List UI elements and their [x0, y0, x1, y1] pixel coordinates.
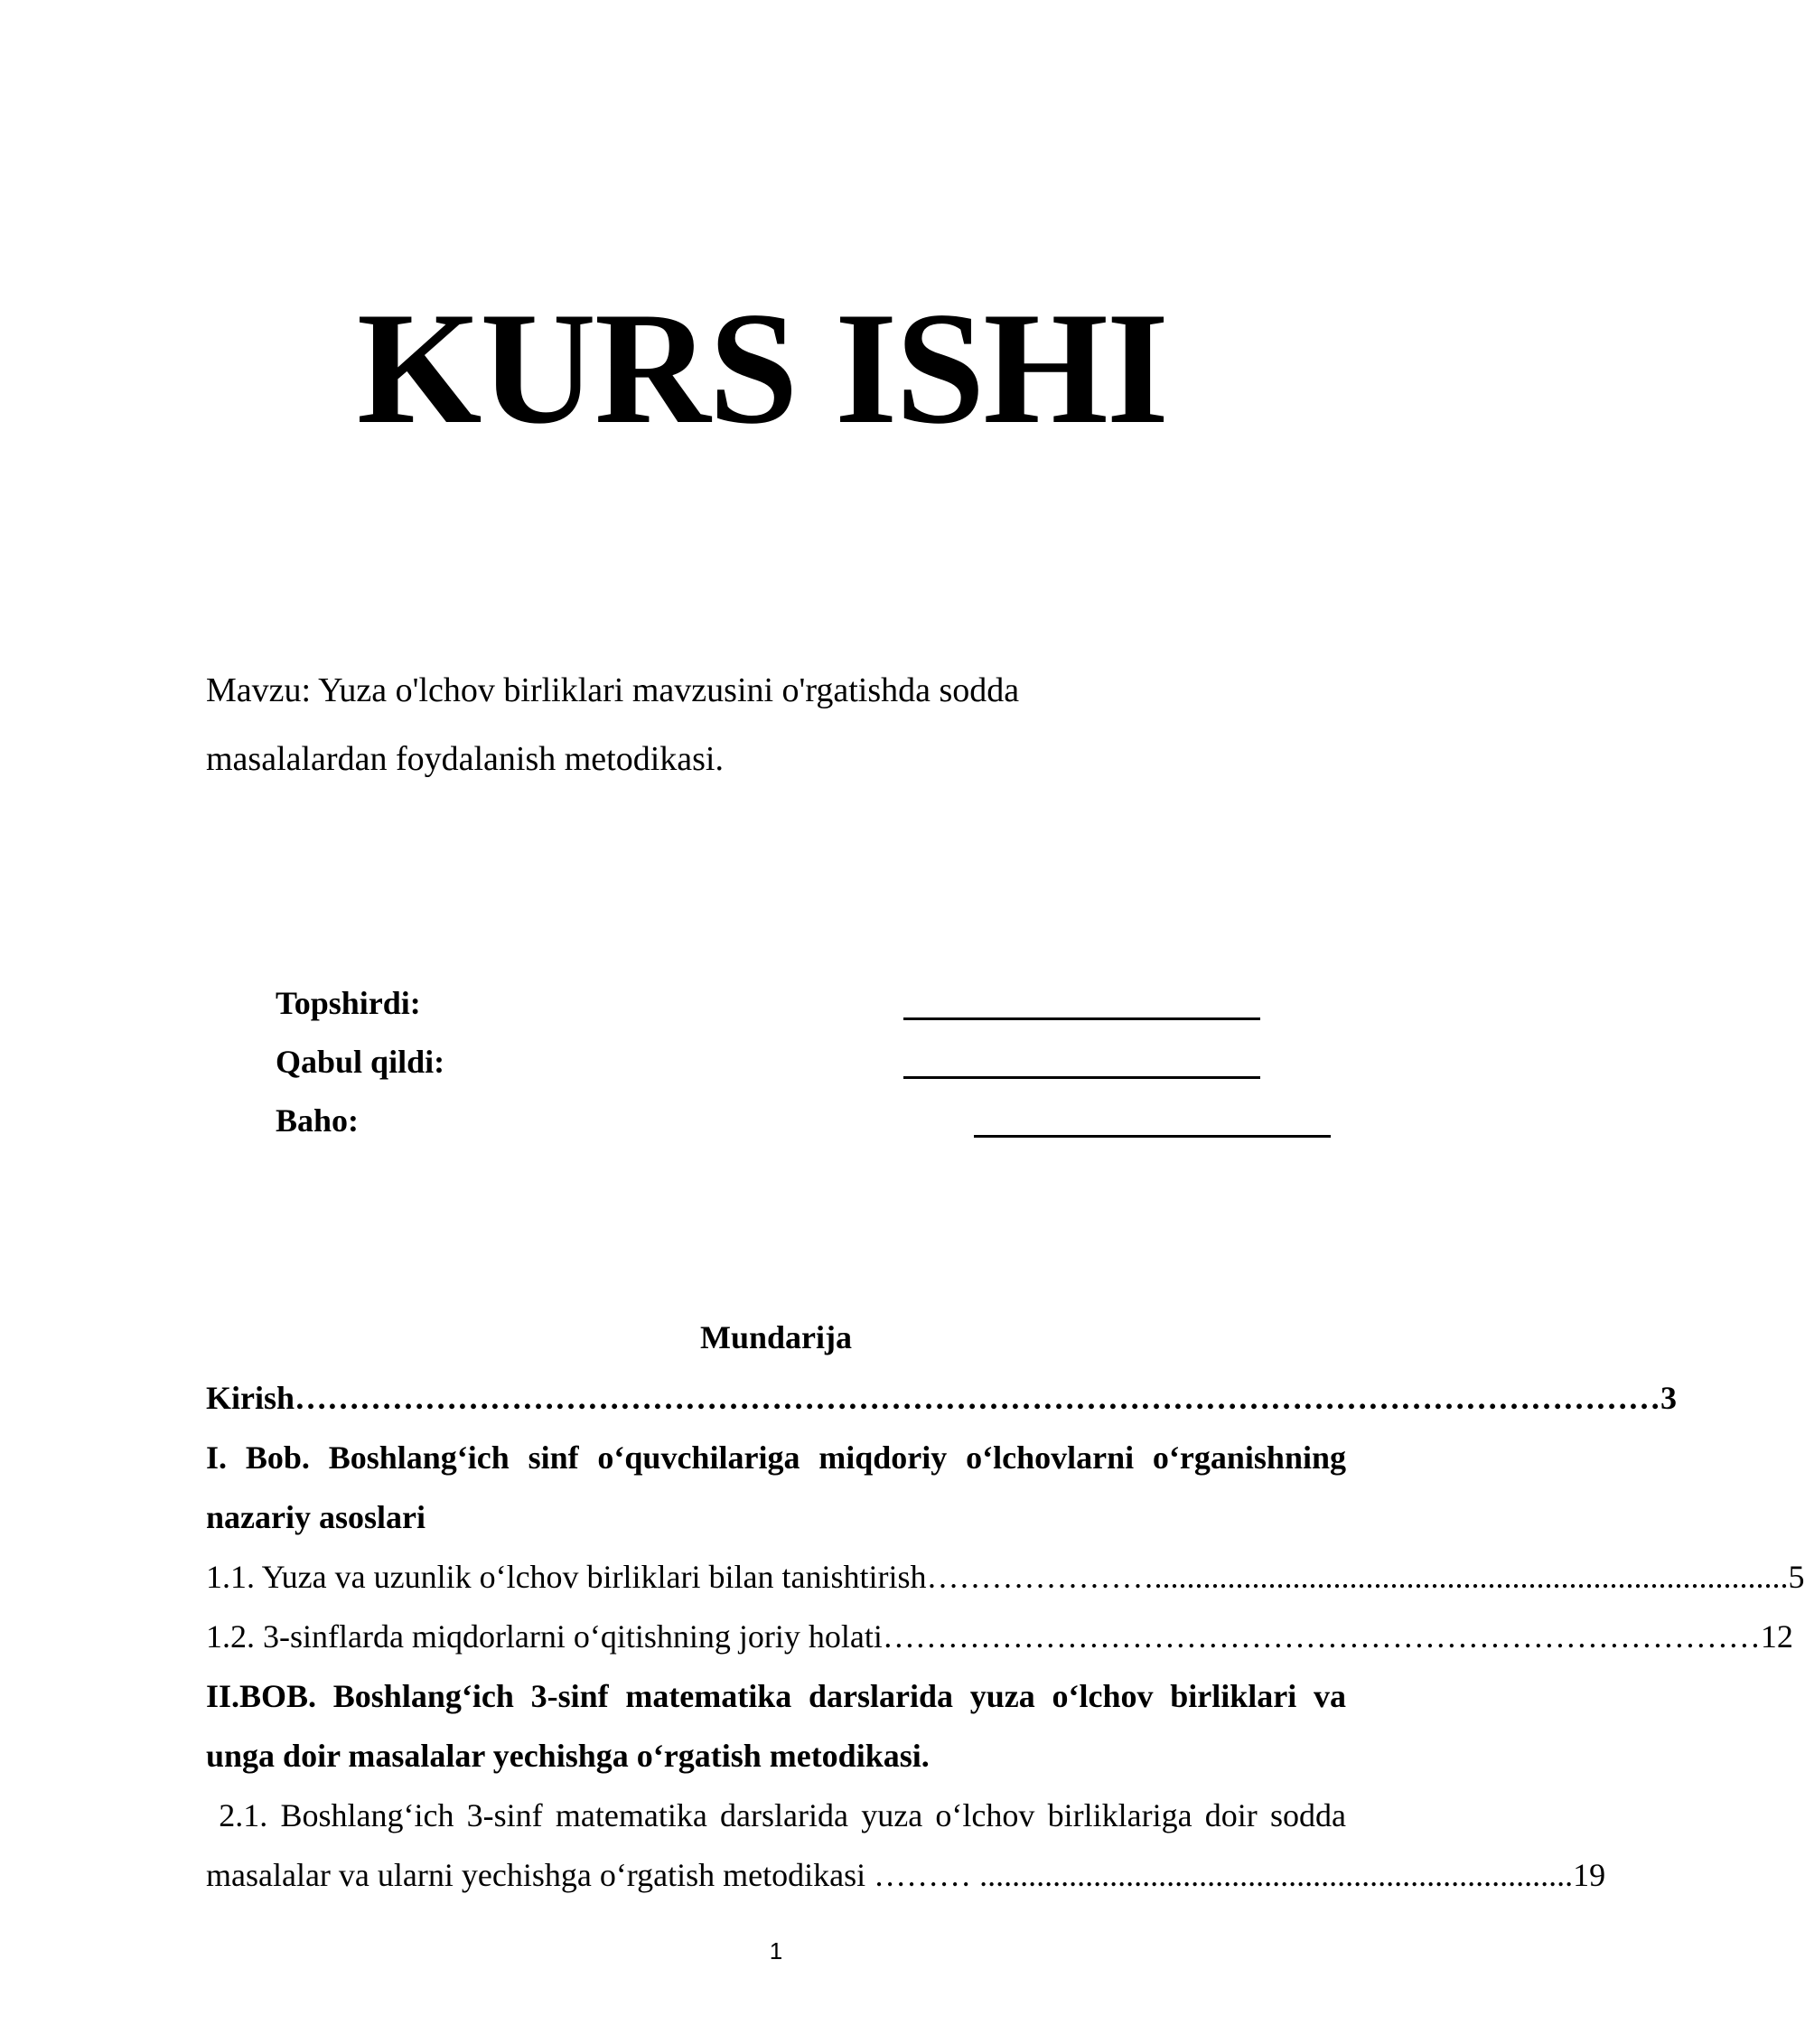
submitted-label: Topshirdi: [276, 985, 421, 1021]
grade-signature-line [974, 1135, 1331, 1138]
submitted-signature-line [903, 1017, 1260, 1020]
toc-page-number: 19 [1573, 1857, 1606, 1893]
accepted-label: Qabul qildi: [276, 1044, 445, 1080]
topic-line-2: masalalardan foydalanish metodikasi. [206, 740, 724, 778]
toc-page-number: 3 [1660, 1380, 1678, 1416]
toc-leader-dots: ……………………………………………………………………………………………………………… [295, 1380, 1661, 1416]
toc-page-number: 5 [1788, 1559, 1805, 1595]
topic-block [206, 656, 1245, 793]
toc-entry-text: Kirish [206, 1380, 295, 1416]
accepted-signature-line [903, 1076, 1260, 1079]
toc-chapter-2-line-1: II.BOB. Boshlang‘ich 3-sinf matematika darslarida yuza o‘lchov birliklari va [206, 1678, 1346, 1714]
toc-chapter-1-line-2: nazariy asoslari [206, 1499, 426, 1535]
toc-heading: Mundarija [699, 1319, 852, 1355]
toc-entry-2-1-line-1: 2.1. Boshlang‘ich 3-sinf matematika darslarida yuza o‘lchov birliklariga doir sodda [206, 1797, 1346, 1833]
toc-leader-dots: ……… ......................................................................... [874, 1857, 1574, 1893]
page-number: 1 [769, 1937, 783, 1964]
toc-entry-intro [206, 1368, 1678, 1428]
toc-leader-dots: ………………….............................................................................. [926, 1559, 1789, 1595]
toc-chapter-1-line-1: I. Bob. Boshlang‘ich sinf o‘quvchilariga miqdoriy o‘lchovlarni o‘rganishning [206, 1439, 1346, 1476]
toc-entry-text: masalalar va ularni yechishga o‘rgatish metodikasi [206, 1857, 874, 1893]
topic-line-1: Mavzu: Yuza o'lchov birliklari mavzusini o'rgatishda sodda [206, 671, 1020, 709]
document-title: KURS ISHI [357, 278, 1168, 457]
grade-label: Baho: [276, 1102, 360, 1139]
toc-entry-1-1 [206, 1547, 1805, 1607]
toc-chapter-2-line-2: unga doir masalalar yechishga o‘rgatish metodikasi. [206, 1738, 930, 1774]
toc-leader-dots: ……………………………………………………………………… [882, 1618, 1761, 1655]
toc-entry-2-1 [206, 1845, 1606, 1905]
toc-entry-text: 1.2. 3-sinflarda miqdorlarni o‘qitishning joriy holati [206, 1618, 883, 1655]
toc-page-number: 12 [1760, 1618, 1793, 1655]
toc-entry-1-2 [206, 1607, 1793, 1666]
table-of-contents [206, 1368, 1805, 1905]
toc-entry-text: 1.1. Yuza va uzunlik o‘lchov birliklari bilan tanishtirish [206, 1559, 927, 1595]
